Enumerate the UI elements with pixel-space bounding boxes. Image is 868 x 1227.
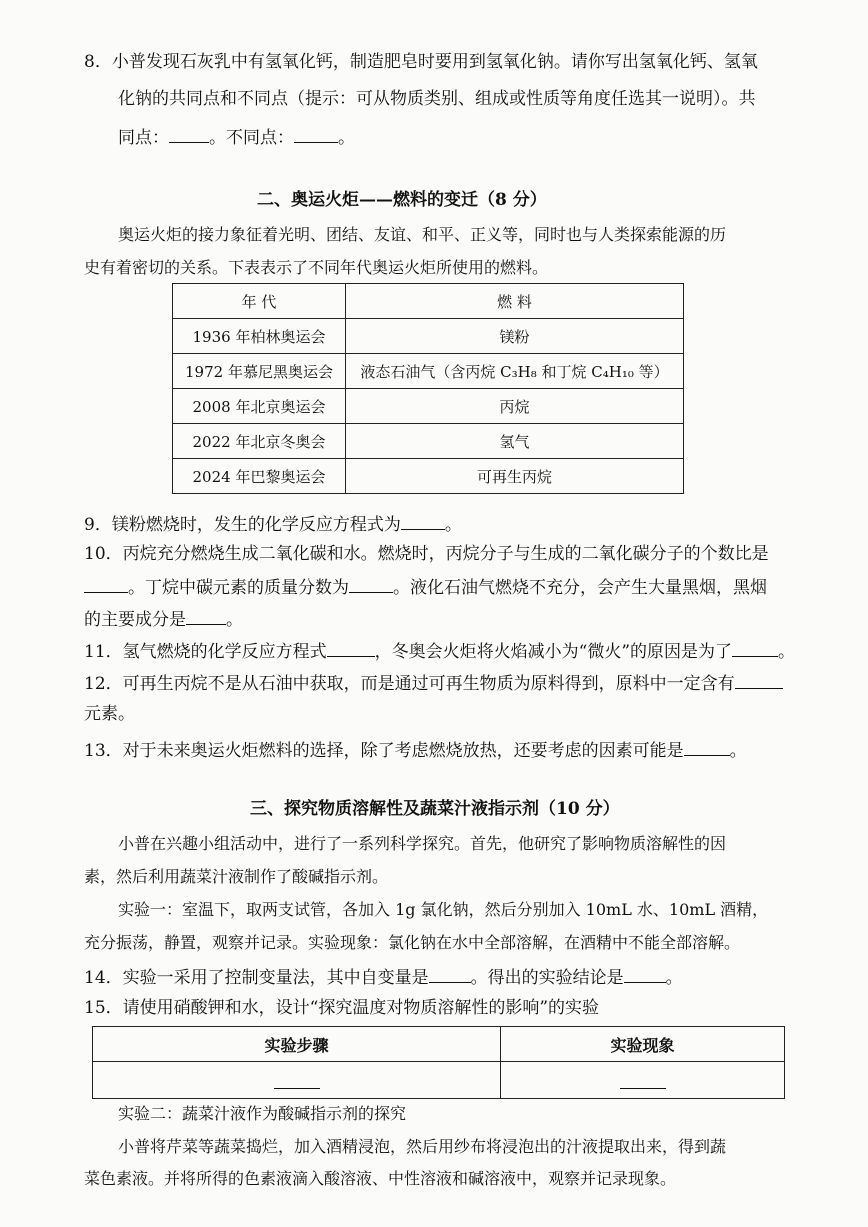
answer-blank[interactable] — [401, 511, 445, 530]
exp1-line2: 充分振荡，静置，观察并记录。实验现象：氯化钠在水中全部溶解，在酒精中不能全部溶解。 — [84, 933, 741, 952]
q12-line1: 12．可再生丙烷不是从石油中获取，而是通过可再生物质为原料得到，原料中一定含有 — [84, 670, 783, 696]
table-row — [93, 1062, 785, 1099]
answer-blank[interactable] — [620, 1066, 666, 1089]
q8-line2: 化钠的共同点和不同点（提示：可从物质类别、组成或性质等角度任选其一说明）。共 — [118, 89, 756, 109]
q15: 15．请使用硝酸钾和水，设计“探究温度对物质溶解性的影响”的实验 — [84, 998, 600, 1018]
answer-blank[interactable] — [294, 124, 338, 143]
answer-blank[interactable] — [735, 670, 783, 689]
answer-blank[interactable] — [186, 606, 226, 625]
answer-blank[interactable] — [732, 638, 778, 657]
table-header-fuel: 燃 料 — [346, 284, 684, 319]
experiment-design-table — [92, 1026, 785, 1099]
exp2-line2: 菜色素液。并将所得的色素液滴入酸溶液、中性溶液和碱溶液中，观察并记录现象。 — [84, 1169, 677, 1188]
q9: 9．镁粉燃烧时，发生的化学反应方程式为 。 — [84, 511, 462, 537]
q13: 13．对于未来奥运火炬燃料的选择，除了考虑燃烧放热，还要考虑的因素可能是 。 — [84, 737, 747, 763]
section2-intro-line2: 史有着密切的关系。下表表示了不同年代奥运火炬所使用的燃料。 — [84, 258, 549, 277]
table-row: 2008 年北京奥运会 丙烷 — [173, 389, 684, 424]
phenomena-answer-cell[interactable] — [501, 1062, 785, 1099]
q8-line3: 同点： 。不同点： 。 — [118, 124, 355, 150]
q10-line2: 。丁烷中碳元素的质量分数为 。液化石油气燃烧不充分，会产生大量黑烟，黑烟 — [84, 574, 767, 600]
table-row: 1936 年柏林奥运会 镁粉 — [173, 319, 684, 354]
q10-line3: 的主要成分是 。 — [84, 606, 243, 632]
answer-blank[interactable] — [624, 964, 666, 983]
q14: 14．实验一采用了控制变量法，其中自变量是 。得出的实验结论是 。 — [84, 964, 683, 990]
table-header-steps: 实验步骤 — [93, 1027, 501, 1062]
section2-intro-line1: 奥运火炬的接力象征着光明、团结、友谊、和平、正义等，同时也与人类探索能源的历 — [118, 225, 727, 244]
answer-blank[interactable] — [84, 574, 128, 593]
section3-intro-line1: 小普在兴趣小组活动中，进行了一系列科学探究。首先，他研究了影响物质溶解性的因 — [118, 834, 727, 853]
exp2-title: 实验二：蔬菜汁液作为酸碱指示剂的探究 — [118, 1104, 407, 1123]
answer-blank[interactable] — [169, 124, 209, 143]
table-header-year: 年 代 — [173, 284, 346, 319]
steps-answer-cell[interactable] — [93, 1062, 501, 1099]
table-row: 2024 年巴黎奥运会 可再生丙烷 — [173, 459, 684, 494]
q10-line1: 10．丙烷充分燃烧生成二氧化碳和水。燃烧时，丙烷分子与生成的二氧化碳分子的个数比是 — [84, 544, 769, 564]
answer-blank[interactable] — [327, 638, 375, 657]
answer-blank[interactable] — [684, 737, 730, 756]
answer-blank[interactable] — [429, 964, 471, 983]
answer-blank[interactable] — [274, 1066, 320, 1089]
q11: 11．氢气燃烧的化学反应方程式 ，冬奥会火炬将火焰减小为“微火”的原因是为了 。 — [84, 638, 795, 664]
fuel-table — [172, 283, 684, 494]
section3-intro-line2: 素，然后利用蔬菜汁液制作了酸碱指示剂。 — [84, 867, 389, 886]
q12-line2: 元素。 — [84, 704, 135, 724]
exp2-line1: 小普将芹菜等蔬菜捣烂，加入酒精浸泡，然后用纱布将浸泡出的汁液提取出来，得到蔬 — [118, 1137, 727, 1156]
q8-line1: 8．小普发现石灰乳中有氢氧化钙，制造肥皂时要用到氢氧化钠。请你写出氢氧化钙、氢氧 — [84, 52, 758, 72]
table-row: 1972 年慕尼黑奥运会 液态石油气（含丙烷 C₃H₈ 和丁烷 C₄H₁₀ 等） — [173, 354, 684, 389]
section3-title: 三、探究物质溶解性及蔬菜汁液指示剂（10 分） — [250, 799, 620, 819]
table-header-phenomena: 实验现象 — [501, 1027, 785, 1062]
section2-title: 二、奥运火炬——燃料的变迁（8 分） — [257, 190, 547, 210]
answer-blank[interactable] — [349, 574, 393, 593]
exp1-line1: 实验一：室温下，取两支试管，各加入 1g 氯化钠，然后分别加入 10mL 水、10mL 酒精， — [118, 900, 769, 919]
table-row: 2022 年北京冬奥会 氢气 — [173, 424, 684, 459]
